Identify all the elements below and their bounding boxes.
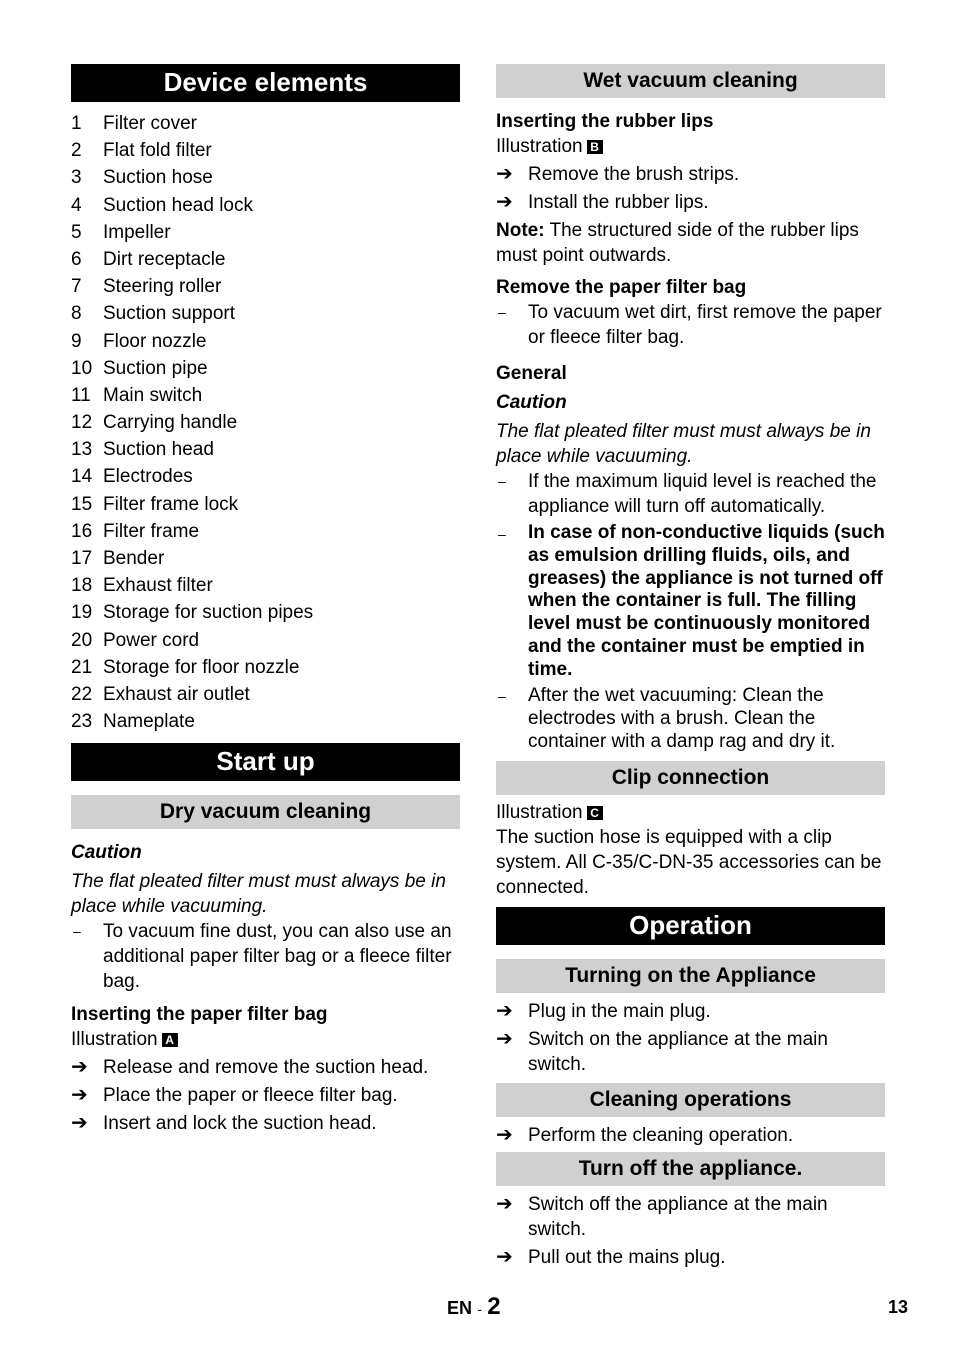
item-number: 8 bbox=[71, 303, 82, 325]
dash-icon: – bbox=[498, 473, 506, 489]
device-element-item bbox=[71, 110, 460, 137]
dash-icon: – bbox=[498, 526, 506, 542]
turn-off-steps-list bbox=[496, 1192, 885, 1270]
step-text: Install the rubber lips. bbox=[528, 192, 709, 213]
item-number: 22 bbox=[71, 683, 93, 705]
item-number: 14 bbox=[71, 466, 93, 488]
step-item bbox=[496, 1245, 885, 1270]
item-label: Bender bbox=[103, 548, 165, 569]
dash-item bbox=[496, 300, 885, 350]
subsection-heading-turning-on: Turning on the Appliance bbox=[496, 959, 885, 993]
device-element-item bbox=[71, 409, 460, 436]
item-label: Dirt receptacle bbox=[103, 248, 226, 270]
item-number: 10 bbox=[71, 357, 93, 379]
item-label: Impeller bbox=[103, 221, 171, 243]
item-label: Electrodes bbox=[103, 466, 193, 488]
arrow-right-icon: ➔ bbox=[496, 1192, 513, 1215]
clip-text: The suction hose is equipped with a clip system. All C-35/C-DN-35 accessories can be connected. bbox=[496, 826, 882, 898]
subsection-heading-cleaning-operations: Cleaning operations bbox=[496, 1083, 885, 1117]
footer-section-marker bbox=[447, 1293, 501, 1321]
step-text: Place the paper or fleece filter bag. bbox=[103, 1085, 398, 1107]
item-number: 16 bbox=[71, 520, 93, 542]
step-text: Pull out the mains plug. bbox=[528, 1246, 726, 1268]
illustration-b-icon: B bbox=[587, 140, 603, 154]
dry-steps-list bbox=[71, 1055, 460, 1136]
illustration-ref-a bbox=[71, 1027, 460, 1052]
item-number: 12 bbox=[71, 412, 93, 434]
wet-steps-list bbox=[496, 162, 885, 215]
device-element-item bbox=[71, 599, 460, 626]
item-number: 5 bbox=[71, 221, 82, 243]
page-number: 13 bbox=[888, 1297, 909, 1317]
step-item bbox=[496, 999, 885, 1024]
subsection-heading-wet-vacuum: Wet vacuum cleaning bbox=[496, 64, 885, 98]
device-element-item bbox=[71, 137, 460, 164]
item-label: Suction support bbox=[103, 303, 236, 325]
step-text: Switch off the appliance at the main switch. bbox=[528, 1193, 828, 1240]
item-number: 19 bbox=[71, 602, 93, 624]
step-text: Switch on the appliance at the main switch. bbox=[528, 1028, 828, 1075]
arrow-right-icon: ➔ bbox=[496, 191, 513, 213]
device-element-item bbox=[71, 382, 460, 409]
step-item bbox=[496, 1123, 885, 1148]
device-element-item bbox=[71, 328, 460, 355]
arrow-right-icon: ➔ bbox=[496, 999, 513, 1022]
sub-heading-general: General bbox=[496, 363, 567, 384]
dash-icon: – bbox=[73, 923, 81, 940]
step-text: Insert and lock the suction head. bbox=[103, 1113, 377, 1135]
illustration-c-icon: C bbox=[587, 806, 603, 820]
item-number: 9 bbox=[71, 330, 82, 352]
device-element-item bbox=[71, 708, 460, 735]
subsection-heading-dry-vacuum: Dry vacuum cleaning bbox=[71, 795, 460, 829]
item-label: Exhaust filter bbox=[103, 575, 213, 597]
item-label: Power cord bbox=[103, 629, 200, 651]
device-elements-list bbox=[71, 110, 460, 735]
arrow-right-icon: ➔ bbox=[496, 1245, 513, 1268]
item-label: Main switch bbox=[103, 384, 203, 406]
item-number: 20 bbox=[71, 629, 93, 651]
item-label: Filter frame lock bbox=[103, 493, 239, 515]
caution-label: Caution bbox=[496, 392, 567, 413]
arrow-right-icon: ➔ bbox=[496, 1027, 513, 1050]
footer-separator: - bbox=[477, 1301, 482, 1317]
item-label: Suction head lock bbox=[103, 194, 253, 216]
illustration-a-icon: A bbox=[162, 1033, 178, 1047]
note bbox=[496, 218, 885, 268]
illustration-ref-b bbox=[496, 134, 885, 159]
footer-lang: EN bbox=[447, 1298, 473, 1318]
caution-text: The flat pleated filter must must always be in place while vacuuming. bbox=[496, 421, 871, 467]
step-text: Release and remove the suction head. bbox=[103, 1057, 429, 1079]
item-number: 23 bbox=[71, 711, 93, 733]
illustration-label: Illustration bbox=[496, 801, 583, 823]
item-number: 1 bbox=[71, 113, 82, 134]
caution-text: The flat pleated filter must must always be in place while vacuuming. bbox=[71, 871, 446, 918]
note-label: Note: bbox=[496, 220, 545, 241]
step-text: Perform the cleaning operation. bbox=[528, 1124, 794, 1146]
step-text: Plug in the main plug. bbox=[528, 1000, 711, 1022]
item-label: Filter cover bbox=[103, 113, 197, 134]
section-heading-operation: Operation bbox=[496, 907, 885, 945]
dash-item bbox=[496, 469, 885, 519]
item-label: Storage for floor nozzle bbox=[103, 656, 300, 678]
arrow-right-icon: ➔ bbox=[71, 1084, 88, 1107]
device-element-item bbox=[71, 192, 460, 219]
item-number: 21 bbox=[71, 656, 93, 678]
item-label: Flat fold filter bbox=[103, 140, 212, 162]
device-element-item bbox=[71, 355, 460, 382]
item-label: Suction hose bbox=[103, 167, 213, 189]
illustration-label: Illustration bbox=[496, 136, 583, 157]
item-number: 4 bbox=[71, 194, 82, 216]
item-number: 2 bbox=[71, 140, 82, 162]
step-item bbox=[496, 162, 885, 187]
caution-label: Caution bbox=[71, 842, 142, 864]
device-element-item bbox=[71, 164, 460, 191]
subsection-heading-turn-off: Turn off the appliance. bbox=[496, 1152, 885, 1186]
item-label: Suction head bbox=[103, 439, 214, 461]
device-element-item bbox=[71, 219, 460, 246]
dash-item-text: After the wet vacuuming: Clean the electrodes with a brush. Clean the container with a damp rag and dry it. bbox=[528, 684, 836, 752]
item-label: Nameplate bbox=[103, 711, 195, 733]
cleaning-steps-list bbox=[496, 1123, 885, 1148]
dash-icon: – bbox=[498, 304, 506, 320]
item-number: 3 bbox=[71, 167, 82, 189]
device-element-item bbox=[71, 246, 460, 273]
step-item bbox=[496, 190, 885, 215]
arrow-right-icon: ➔ bbox=[496, 1123, 513, 1146]
arrow-right-icon: ➔ bbox=[71, 1056, 88, 1079]
item-number: 6 bbox=[71, 248, 82, 270]
device-element-item bbox=[71, 681, 460, 708]
section-heading-device-elements: Device elements bbox=[71, 64, 460, 102]
item-label: Storage for suction pipes bbox=[103, 602, 314, 624]
right-column bbox=[496, 64, 885, 1273]
item-label: Steering roller bbox=[103, 276, 222, 298]
footer-section-number: 2 bbox=[487, 1293, 501, 1320]
device-element-item bbox=[71, 654, 460, 681]
arrow-right-icon: ➔ bbox=[496, 163, 513, 185]
device-element-item bbox=[71, 545, 460, 572]
item-number: 11 bbox=[71, 384, 91, 406]
illustration-label: Illustration bbox=[71, 1029, 158, 1051]
device-element-item bbox=[71, 572, 460, 599]
dash-item-text: If the maximum liquid level is reached the appliance will turn off automatically. bbox=[528, 471, 877, 517]
device-element-item bbox=[71, 273, 460, 300]
step-item bbox=[71, 1083, 460, 1108]
device-element-item bbox=[71, 627, 460, 654]
step-text: Remove the brush strips. bbox=[528, 164, 740, 185]
dash-item-text: To vacuum wet dirt, first remove the paper or fleece filter bag. bbox=[528, 302, 882, 348]
device-element-item bbox=[71, 300, 460, 327]
item-number: 18 bbox=[71, 575, 93, 597]
turn-on-steps-list bbox=[496, 999, 885, 1077]
dash-item bbox=[496, 684, 885, 753]
dash-item bbox=[71, 919, 460, 994]
item-label: Floor nozzle bbox=[103, 330, 207, 352]
item-label: Carrying handle bbox=[103, 412, 238, 434]
device-element-item bbox=[71, 436, 460, 463]
subsection-heading-clip-connection: Clip connection bbox=[496, 761, 885, 795]
left-column bbox=[71, 64, 460, 1139]
device-element-item bbox=[71, 491, 460, 518]
device-element-item bbox=[71, 518, 460, 545]
dash-item-bold bbox=[496, 522, 885, 682]
note-text: The structured side of the rubber lips must point outwards. bbox=[496, 220, 859, 266]
step-item bbox=[71, 1055, 460, 1080]
item-label: Suction pipe bbox=[103, 357, 208, 379]
item-number: 17 bbox=[71, 548, 93, 569]
dash-icon: – bbox=[498, 687, 506, 704]
item-label: Exhaust air outlet bbox=[103, 683, 250, 705]
step-item bbox=[496, 1192, 885, 1242]
step-item bbox=[496, 1027, 885, 1077]
item-label: Filter frame bbox=[103, 520, 200, 542]
dash-item-text: In case of non-conductive liquids (such as emulsion drilling fluids, oils, and greases) the appliance is not turned off when the container is full. The filling level must be continuously monitored and the container must be emptied in time. bbox=[528, 522, 885, 680]
sub-heading-inserting-paper-filter-bag: Inserting the paper filter bag bbox=[71, 1004, 328, 1026]
sub-heading-inserting-rubber-lips: Inserting the rubber lips bbox=[496, 111, 714, 132]
item-number: 7 bbox=[71, 276, 82, 298]
section-heading-start-up: Start up bbox=[71, 743, 460, 781]
step-item bbox=[71, 1111, 460, 1136]
device-element-item bbox=[71, 463, 460, 490]
illustration-ref-c bbox=[496, 800, 885, 825]
arrow-right-icon: ➔ bbox=[71, 1112, 88, 1135]
item-number: 13 bbox=[71, 439, 93, 461]
dash-item-text: To vacuum fine dust, you can also use an additional paper filter bag or a fleece filter bag. bbox=[103, 921, 452, 993]
sub-heading-remove-paper-filter-bag: Remove the paper filter bag bbox=[496, 277, 747, 298]
item-number: 15 bbox=[71, 493, 93, 515]
